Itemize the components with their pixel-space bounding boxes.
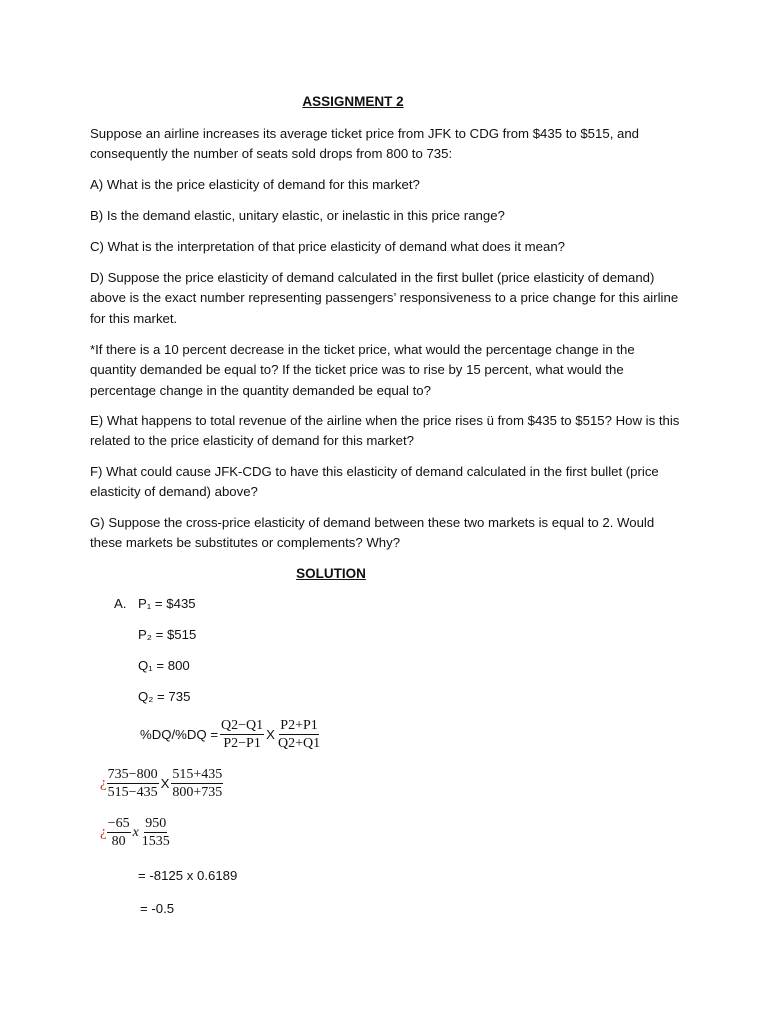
given-q1: Q₁ = 800 [138,658,190,673]
question-c: C) What is the interpretation of that price elasticity of demand what does it mean? [90,239,565,254]
question-d: D) Suppose the price elasticity of demand calculated in the first bullet (price elasticity of demand) above is the exact number representing passengers’ responsiveness to a price change for this airline for this market. [90,270,679,326]
placeholder-mark: ¿ [100,824,107,840]
fraction-numerator: 515+435 [172,767,223,782]
fraction-numerator: Q2−Q1 [221,718,264,733]
fraction-denominator: 515−435 [107,785,158,800]
formula-fraction-2 [277,717,321,752]
calculation-step-1 [100,766,223,801]
question-e: E) What happens to total revenue of the airline when the price rises ü from $435 to $515? How is this related to the price elasticity of demand for this market? [90,413,680,449]
calculation-step-3: = -8125 x 0.6189 [138,868,238,883]
intro-paragraph: Suppose an airline increases its average ticket price from JFK to CDG from $435 to $515, and consequently the number of seats sold drops from 800 to 735: [90,126,640,162]
fraction-denominator: P2−P1 [223,736,261,751]
question-b: B) Is the demand elastic, unitary elastic, or inelastic in this price range? [90,208,505,223]
question-d-sub: *If there is a 10 percent decrease in the ticket price, what would the percentage change in the quantity demanded be equal to? If the ticket price was to rise by 15 percent, what would the percentage change in the quantity demanded be equal to? [90,342,635,398]
elasticity-formula [138,717,321,752]
fraction-numerator: 735−800 [107,767,158,782]
given-p2: P₂ = $515 [138,627,197,642]
calculation-result: = -0.5 [140,901,175,916]
question-g: G) Suppose the cross-price elasticity of demand between these two markets is equal to 2. Would these markets be substitutes or complements? Why? [90,515,655,551]
step1-fraction-1 [107,766,159,801]
formula-label: %DQ/%DQ = [140,727,219,742]
document-title: ASSIGNMENT 2 [302,94,404,109]
multiply-sign: x [132,824,139,840]
given-p1: P₁ = $435 [138,596,196,611]
question-a: A) What is the price elasticity of demand for this market? [90,177,420,192]
multiply-sign: X [266,727,275,742]
fraction-denominator: Q2+Q1 [277,736,321,751]
question-f: F) What could cause JFK-CDG to have this elasticity of demand calculated in the first bullet (price elasticity of demand) above? [90,464,659,500]
formula-fraction-1 [220,717,264,752]
fraction-numerator: P2+P1 [280,718,318,733]
step2-fraction-1 [107,815,131,850]
solution-title: SOLUTION [296,566,366,581]
placeholder-mark: ¿ [100,775,107,791]
solution-item-marker: A. [114,596,127,611]
fraction-denominator: 1535 [141,834,170,849]
multiply-sign: X [160,776,170,791]
fraction-denominator: 800+735 [172,785,223,800]
calculation-step-2 [100,815,171,850]
step1-fraction-2 [171,766,223,801]
given-q2: Q₂ = 735 [138,689,191,704]
fraction-denominator: 80 [111,834,126,849]
fraction-numerator: 950 [145,816,167,831]
fraction-numerator: −65 [107,816,130,831]
step2-fraction-2 [141,815,171,850]
